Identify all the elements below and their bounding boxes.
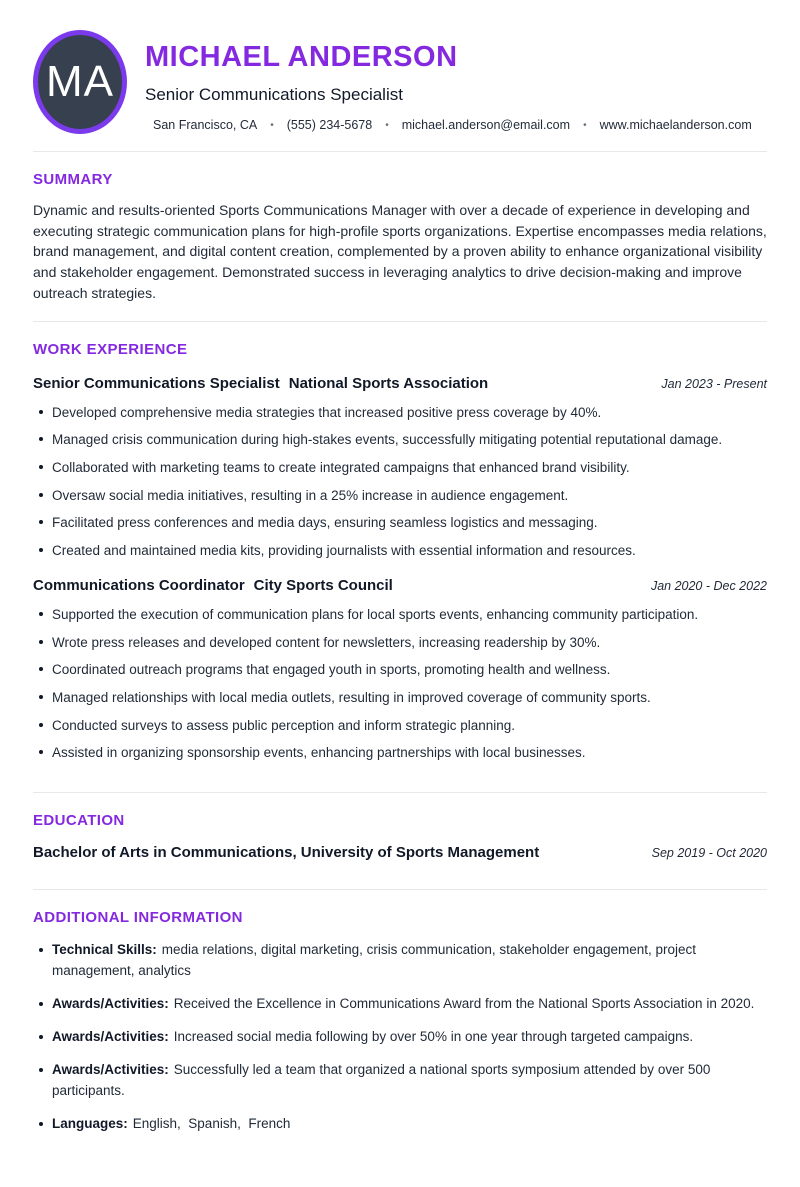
contact-separator: • (385, 119, 389, 131)
education-degree: Bachelor of Arts in Communications, University of Sports Management (33, 844, 540, 862)
work-entry-bullets (33, 605, 767, 762)
additional-info-label: Languages: (52, 1115, 128, 1131)
work-entry-header (33, 375, 767, 392)
avatar (33, 30, 127, 134)
additional-info-text: Successfully led a team that organized a national sports symposium attended by over 500 participants. (52, 1062, 715, 1098)
work-entry-titles (33, 375, 488, 392)
work-entry-dates: Jan 2020 - Dec 2022 (650, 579, 767, 594)
work-entry-dates: Jan 2023 - Present (661, 376, 767, 391)
work-entry-titles (33, 577, 393, 594)
work-entry (33, 375, 767, 560)
divider-before-additional (33, 889, 767, 890)
bullet-item: Coordinated outreach programs that engaged youth in sports, promoting health and wellness. (33, 660, 767, 679)
bullet-item: Supported the execution of communication plans for local sports events, enhancing community participation. (33, 605, 767, 624)
contact-phone: (555) 234-5678 (286, 118, 373, 133)
contact-location: San Francisco, CA (153, 118, 258, 133)
additional-info-text: Received the Excellence in Communications Award from the National Sports Association in 2020. (173, 995, 755, 1011)
contact-website: www.michaelanderson.com (599, 118, 752, 133)
additional-info-item (33, 1114, 767, 1134)
work-entry-bullets (33, 403, 767, 560)
additional-info-label: Awards/Activities: (52, 995, 169, 1011)
additional-info-list (33, 940, 767, 1134)
additional-info-label: Technical Skills: (52, 942, 157, 958)
education-heading: EDUCATION (33, 812, 125, 830)
contact-separator: • (270, 119, 274, 131)
summary-text: Dynamic and results-oriented Sports Communications Manager with over a decade of experience in developing and executing strategic communication plans for high-profile sports organizations. Expertise encompasses media relations, brand management, and digital content creation, complemented by a proven ability to enhance organizational visibility and stakeholder engagement. Demonstrated success in leveraging analytics to drive decision-making and improve outreach strategies. (33, 202, 767, 301)
contact-separator: • (583, 119, 587, 131)
header-text (145, 30, 752, 132)
education-dates: Sep 2019 - Oct 2020 (651, 846, 767, 861)
additional-info-text: Increased social media following by over 50% in one year through targeted campaigns. (173, 1029, 694, 1045)
contact-email: michael.anderson@email.com (401, 118, 571, 133)
bullet-item: Oversaw social media initiatives, resulting in a 25% increase in audience engagement. (33, 486, 767, 505)
bullet-item: Developed comprehensive media strategies that increased positive press coverage by 40%. (33, 403, 767, 422)
bullet-item: Created and maintained media kits, providing journalists with essential information and resources. (33, 541, 767, 560)
divider-after-header (33, 151, 767, 152)
candidate-title: Senior Communications Specialist (145, 85, 403, 105)
additional-info-label: Awards/Activities: (52, 1062, 169, 1078)
summary-heading: SUMMARY (33, 171, 113, 188)
work-entry-company: City Sports Council (253, 577, 393, 595)
work-entry-company: National Sports Association (288, 374, 489, 392)
bullet-item: Collaborated with marketing teams to create integrated campaigns that enhanced brand visibility. (33, 458, 767, 477)
work-entry-header (33, 577, 767, 594)
contact-row (153, 118, 752, 132)
resume-header (33, 30, 767, 134)
bullet-item: Wrote press releases and developed content for newsletters, increasing readership by 30%. (33, 633, 767, 652)
additional-info-heading: ADDITIONAL INFORMATION (33, 909, 243, 927)
candidate-name: MICHAEL ANDERSON (145, 41, 458, 73)
additional-info-item (33, 1027, 767, 1047)
additional-info-item (33, 940, 767, 981)
work-entry (33, 577, 767, 762)
additional-info-label: Awards/Activities: (52, 1029, 169, 1045)
bullet-item: Conducted surveys to assess public perception and inform strategic planning. (33, 716, 767, 735)
education-entry (33, 844, 767, 861)
divider-after-summary (33, 321, 767, 322)
bullet-item: Managed relationships with local media outlets, resulting in improved coverage of community sports. (33, 688, 767, 707)
additional-info-text: media relations, digital marketing, crisis communication, stakeholder engagement, project management, analytics (52, 942, 700, 978)
work-entry-role: Senior Communications Specialist (33, 374, 280, 392)
work-entry-role: Communications Coordinator (33, 577, 245, 595)
avatar-initials: MA (46, 57, 114, 106)
additional-info-item (33, 994, 767, 1014)
additional-info-text: English, Spanish, French (132, 1115, 291, 1131)
bullet-item: Managed crisis communication during high-stakes events, successfully mitigating potential reputational damage. (33, 430, 767, 449)
additional-info-item (33, 1060, 767, 1101)
work-experience-heading: WORK EXPERIENCE (33, 340, 188, 358)
divider-before-education (33, 792, 767, 793)
bullet-item: Assisted in organizing sponsorship events, enhancing partnerships with local businesses. (33, 743, 767, 762)
bullet-item: Facilitated press conferences and media days, ensuring seamless logistics and messaging. (33, 513, 767, 532)
